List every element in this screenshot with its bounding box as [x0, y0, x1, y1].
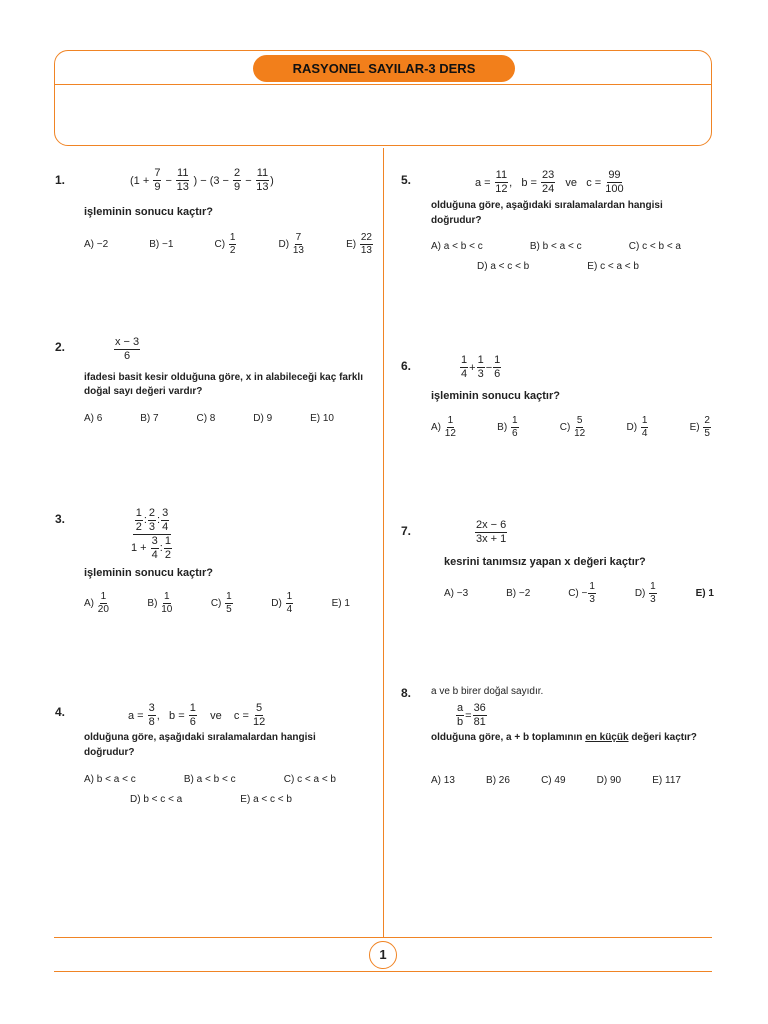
- question-7-number: 7.: [401, 524, 412, 538]
- numerator: 99: [608, 169, 621, 181]
- fraction: [445, 416, 456, 439]
- option-d[interactable]: D) b < c < a: [130, 794, 183, 805]
- question-text-part: değeri kaçtır?: [631, 732, 697, 743]
- question-5-expression: [475, 170, 625, 195]
- expr-part: 1 +: [131, 542, 147, 554]
- fraction: [360, 233, 373, 256]
- question-1-text: işleminin sonucu kaçtır?: [84, 206, 213, 218]
- question-1-number: 1.: [55, 173, 66, 187]
- expr-part: a =: [128, 709, 144, 722]
- denominator: 12: [444, 428, 456, 439]
- option-label: A): [84, 598, 94, 609]
- numerator: 11: [495, 169, 508, 181]
- numerator: x − 3: [115, 336, 140, 348]
- denominator: 2: [164, 549, 171, 561]
- option-a[interactable]: [431, 416, 457, 439]
- fraction: [256, 168, 269, 193]
- denominator: b: [457, 716, 464, 728]
- denominator: 9: [154, 181, 161, 193]
- denominator: 10: [161, 604, 173, 615]
- denominator: 81: [473, 716, 486, 728]
- fraction: [460, 355, 468, 380]
- denominator: 6: [511, 428, 518, 439]
- denominator: 4: [461, 368, 468, 380]
- numerator: 1: [164, 535, 171, 547]
- denominator: 4: [641, 428, 648, 439]
- numerator: a: [457, 702, 464, 714]
- header-divider: [54, 84, 712, 85]
- expr-part: b =: [169, 709, 185, 722]
- denominator: 8: [148, 716, 155, 728]
- numerator: 3: [148, 702, 155, 714]
- numerator: 1: [229, 232, 236, 243]
- question-4-text: olduğuna göre, aşağıdaki sıralamalardan hangisi doğrudur?: [84, 732, 316, 758]
- denominator: 4: [286, 604, 293, 615]
- fraction: [588, 582, 596, 605]
- expr-part: (1 +: [130, 174, 150, 187]
- denominator: 3: [477, 368, 484, 380]
- fraction: [161, 592, 172, 615]
- fraction: [473, 703, 487, 728]
- question-1-options: [84, 233, 374, 256]
- fraction: [135, 508, 143, 533]
- numerator: 5: [576, 415, 583, 426]
- numerator: 36: [473, 702, 486, 714]
- option-c[interactable]: [215, 233, 238, 256]
- option-d[interactable]: [279, 233, 305, 256]
- footer-line-bottom: [54, 971, 712, 972]
- option-label: E): [346, 239, 357, 250]
- option-b[interactable]: B) 26: [486, 775, 510, 786]
- option-a[interactable]: A) b < a < c: [84, 774, 136, 785]
- fraction: [456, 703, 464, 728]
- denominator: 5: [704, 428, 710, 439]
- numerator: 1: [447, 415, 454, 426]
- question-6-options: [431, 416, 712, 439]
- expr-part: c =: [586, 176, 602, 189]
- fraction: [493, 355, 501, 380]
- expr-operator: =: [465, 709, 472, 722]
- expr-part: ve: [210, 709, 222, 722]
- option-label: D): [626, 422, 638, 433]
- option-label: A): [431, 422, 441, 433]
- question-6-number: 6.: [401, 359, 412, 373]
- fraction: [151, 536, 159, 561]
- denominator: 24: [542, 183, 555, 195]
- fraction: [293, 233, 304, 256]
- question-7-text: kesrini tanımsız yapan x değeri kaçtır?: [444, 556, 646, 568]
- question-5-number: 5.: [401, 173, 412, 187]
- question-4-options-row2: [130, 794, 292, 805]
- option-d[interactable]: D) a < c < b: [477, 261, 530, 272]
- fraction: [98, 592, 109, 615]
- numerator: 2: [148, 507, 156, 519]
- numerator: 1: [163, 591, 170, 602]
- fraction: [229, 233, 237, 256]
- fraction: [649, 582, 657, 605]
- fraction: [703, 416, 711, 439]
- option-a[interactable]: A) −2: [84, 239, 109, 250]
- fraction: [605, 170, 623, 195]
- fraction: [475, 520, 507, 545]
- expr-operator: :: [143, 514, 147, 526]
- denominator: 4: [162, 521, 169, 533]
- denominator: 9: [234, 181, 241, 193]
- option-b[interactable]: B) b < a < c: [529, 241, 582, 252]
- denominator: 12: [574, 428, 586, 439]
- question-6-text: işleminin sonucu kaçtır?: [431, 390, 560, 402]
- option-e[interactable]: E) 1: [695, 588, 714, 599]
- option-c[interactable]: C) c < a < b: [283, 774, 336, 785]
- fraction: [148, 703, 156, 728]
- denominator: 5: [226, 604, 232, 615]
- option-label: E): [689, 422, 700, 433]
- option-label: C): [210, 598, 222, 609]
- question-7-expression: [474, 520, 508, 545]
- option-label: D): [634, 588, 646, 599]
- expr-operator: −: [245, 174, 252, 187]
- question-3-expression: [130, 508, 174, 561]
- fraction: [253, 703, 265, 728]
- question-text-emphasis: en küçük: [585, 732, 629, 743]
- option-d[interactable]: D) 90: [596, 775, 622, 786]
- fraction: [641, 416, 649, 439]
- option-e[interactable]: E) c < a < b: [587, 261, 639, 272]
- expr-separator: ,: [156, 709, 160, 722]
- numerator: 1: [589, 581, 595, 592]
- question-7-options: [444, 582, 714, 605]
- option-e[interactable]: E) 117: [652, 775, 681, 786]
- numerator: 1: [641, 415, 648, 426]
- option-a[interactable]: A) 6: [84, 413, 103, 424]
- numerator: 2: [704, 415, 710, 426]
- denominator: 12: [495, 183, 508, 195]
- denominator: 13: [360, 245, 372, 256]
- numerator: 11: [256, 167, 269, 179]
- question-8-intro: a ve b birer doğal sayıdır.: [431, 686, 544, 697]
- option-b[interactable]: [147, 592, 173, 615]
- denominator: 13: [176, 181, 189, 193]
- option-e[interactable]: E) 10: [310, 413, 334, 424]
- denominator: 3: [148, 521, 156, 533]
- numerator: 7: [154, 167, 161, 179]
- expr-part: ) − (3 −: [193, 174, 229, 187]
- denominator: 4: [151, 549, 158, 561]
- option-label: C) −: [568, 588, 588, 599]
- complex-fraction: [131, 508, 173, 561]
- denominator: 20: [97, 604, 109, 615]
- option-c[interactable]: C) 49: [541, 775, 566, 786]
- fraction: [225, 592, 233, 615]
- question-2-expression: [113, 337, 141, 362]
- fraction: [495, 170, 508, 195]
- expr-part: b =: [521, 176, 537, 189]
- numerator: 1: [226, 591, 232, 602]
- question-3-text: işleminin sonucu kaçtır?: [84, 567, 213, 579]
- expr-operator: +: [469, 361, 476, 374]
- denominator: 3x + 1: [476, 533, 507, 545]
- fraction: [114, 337, 140, 362]
- expr-part: ): [270, 174, 274, 187]
- question-6-expression: [459, 355, 502, 380]
- fraction: [148, 508, 156, 533]
- question-4-number: 4.: [55, 705, 66, 719]
- question-5-text: olduğuna göre, aşağıdaki sıralamalardan hangisi doğrudur?: [431, 200, 663, 226]
- denominator: 13: [292, 245, 304, 256]
- fraction: [477, 355, 485, 380]
- option-b[interactable]: B) a < b < c: [183, 774, 236, 785]
- denominator: 6: [124, 350, 131, 362]
- option-c[interactable]: [560, 416, 586, 439]
- option-label: C): [214, 239, 226, 250]
- numerator: 2: [234, 167, 241, 179]
- numerator: 1: [100, 591, 107, 602]
- fraction: [541, 170, 555, 195]
- option-d[interactable]: [271, 592, 294, 615]
- question-8-number: 8.: [401, 686, 412, 700]
- option-e[interactable]: [690, 416, 712, 439]
- option-e[interactable]: E) a < c < b: [240, 794, 292, 805]
- option-d[interactable]: [626, 416, 649, 439]
- question-3-number: 3.: [55, 512, 66, 526]
- fraction: [164, 536, 172, 561]
- numerator: 1: [650, 581, 656, 592]
- question-5-options-row1: [431, 241, 681, 252]
- question-8-text: [431, 730, 714, 745]
- denominator: 6: [494, 368, 501, 380]
- option-label: D): [271, 598, 282, 609]
- question-2-options: [84, 413, 334, 424]
- question-2-number: 2.: [55, 340, 66, 354]
- option-a[interactable]: A) 13: [431, 775, 455, 786]
- numerator: 2x − 6: [476, 519, 507, 531]
- option-c[interactable]: [211, 592, 234, 615]
- expr-operator: −: [485, 361, 493, 374]
- question-text-part: olduğuna göre, a + b toplamının: [431, 732, 583, 743]
- option-e[interactable]: [346, 233, 374, 256]
- question-8-options: [431, 775, 681, 786]
- fraction: [161, 508, 169, 533]
- question-8-expression: [455, 703, 488, 728]
- numerator: 1: [286, 591, 293, 602]
- expr-operator: :: [157, 514, 161, 526]
- denominator: 3: [650, 594, 656, 605]
- fraction: [189, 703, 197, 728]
- numerator: 1: [511, 415, 518, 426]
- denominator: 12: [252, 716, 266, 728]
- option-d[interactable]: [635, 582, 658, 605]
- denominator: 6: [189, 716, 196, 728]
- option-c[interactable]: [568, 582, 597, 605]
- option-b[interactable]: B) 7: [140, 413, 159, 424]
- numerator: 1: [494, 354, 501, 366]
- numerator: 1: [461, 354, 468, 366]
- question-2-text: ifadesi basit kesir olduğuna göre, x in alabileceği kaç farklı doğal sayı değeri vardır?: [84, 372, 363, 397]
- option-b[interactable]: B) −2: [506, 588, 531, 599]
- numerator: 1: [477, 354, 484, 366]
- option-a[interactable]: A) a < b < c: [431, 241, 483, 252]
- option-a[interactable]: [84, 592, 110, 615]
- numerator: 23: [542, 169, 555, 181]
- fraction: [286, 592, 294, 615]
- column-divider: [383, 148, 384, 937]
- footer-line-top: [54, 937, 712, 938]
- numerator: 5: [256, 702, 263, 714]
- numerator: 11: [177, 167, 189, 179]
- complex-numerator: [133, 508, 172, 535]
- question-5-options-row2: [477, 261, 639, 272]
- page-title: RASYONEL SAYILAR-3 DERS: [253, 55, 515, 82]
- expr-operator: :: [159, 542, 163, 554]
- question-1-expression: [130, 168, 274, 193]
- fraction: [153, 168, 161, 193]
- expr-part: a =: [475, 176, 491, 189]
- fraction: [233, 168, 241, 193]
- option-label: B): [497, 422, 508, 433]
- denominator: 13: [256, 181, 269, 193]
- option-label: C): [559, 422, 571, 433]
- numerator: 1: [189, 702, 196, 714]
- question-3-options: [84, 592, 350, 615]
- fraction: [511, 416, 519, 439]
- option-c[interactable]: C) 8: [196, 413, 216, 424]
- denominator: 2: [229, 245, 236, 256]
- expr-part: ve: [565, 176, 578, 189]
- numerator: 1: [135, 507, 142, 519]
- numerator: 3: [151, 535, 158, 547]
- expr-operator: −: [165, 174, 172, 187]
- option-b[interactable]: B) −1: [149, 239, 174, 250]
- question-4-expression: [128, 703, 266, 728]
- fraction: [574, 416, 585, 439]
- option-label: D): [278, 239, 290, 250]
- numerator: 3: [162, 507, 169, 519]
- complex-denominator: [131, 535, 173, 561]
- numerator: 22: [360, 232, 372, 243]
- option-d[interactable]: D) 9: [253, 413, 273, 424]
- denominator: 100: [605, 183, 624, 195]
- page-number: 1: [369, 941, 397, 969]
- expr-separator: ,: [509, 176, 513, 189]
- option-a[interactable]: A) −3: [444, 588, 469, 599]
- option-b[interactable]: [497, 416, 519, 439]
- expr-part: c =: [233, 709, 249, 722]
- fraction: [176, 168, 189, 193]
- option-label: B): [147, 598, 158, 609]
- denominator: 2: [135, 521, 142, 533]
- question-4-options-row1: [84, 774, 336, 785]
- numerator: 7: [295, 232, 302, 243]
- denominator: 3: [589, 594, 595, 605]
- option-e[interactable]: E) 1: [331, 598, 350, 609]
- option-c[interactable]: C) c < b < a: [628, 241, 681, 252]
